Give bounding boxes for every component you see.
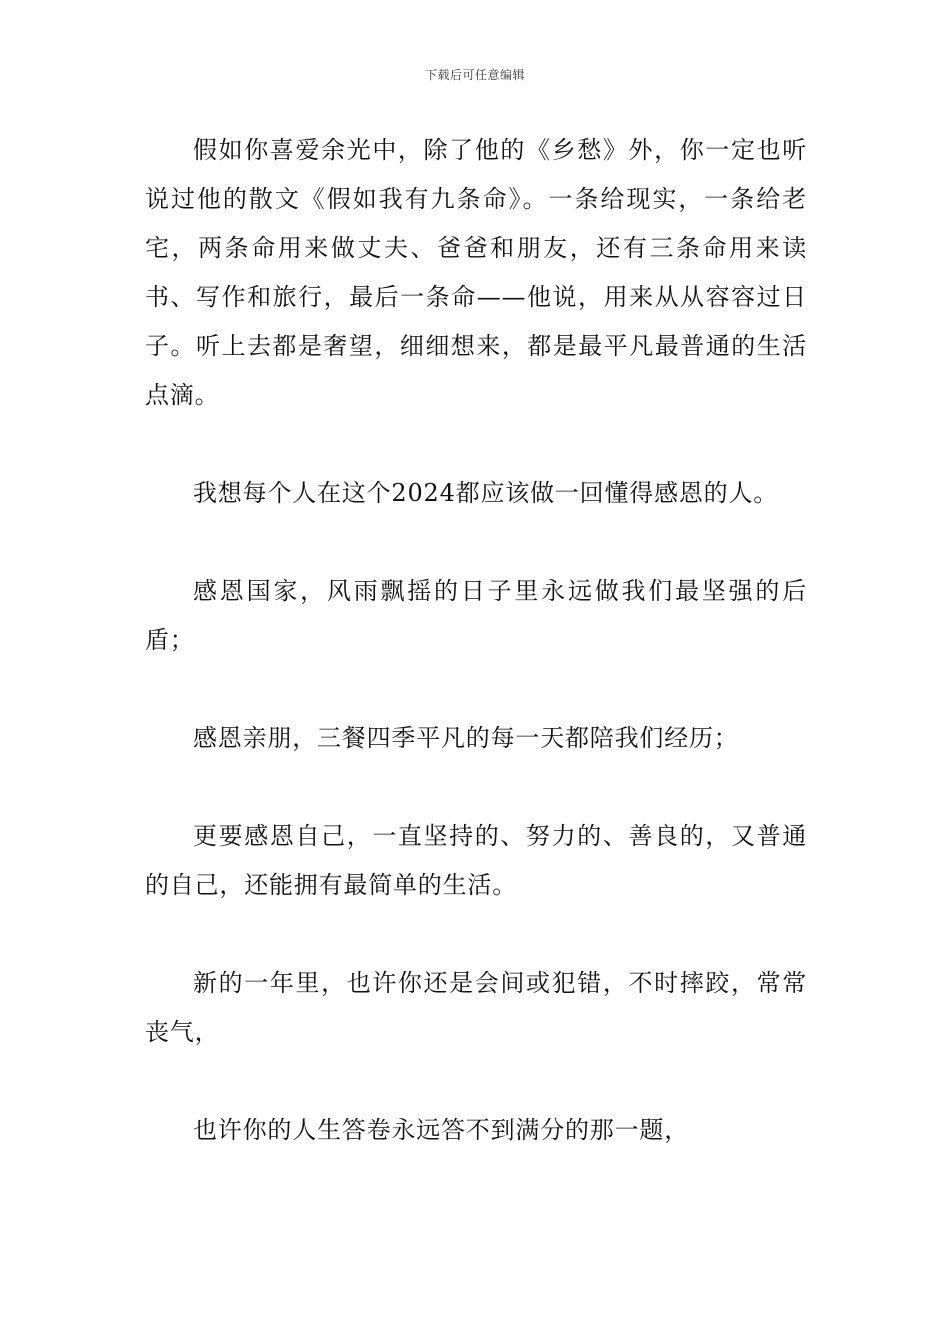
header-note: 下载后可任意编辑 <box>424 68 525 82</box>
paragraph-4: 感恩亲朋，三餐四季平凡的每一天都陪我们经历； <box>193 724 739 752</box>
paragraph-2: 我想每个人在这个2024都应该做一回懂得感恩的人。 <box>193 479 779 507</box>
paragraph-gap <box>145 420 807 469</box>
document-body <box>145 126 807 1155</box>
paragraph-gap <box>145 1057 807 1106</box>
paragraph-gap <box>145 763 807 812</box>
paragraph-gap <box>145 910 807 959</box>
paragraph-6: 新的一年里，也许你还是会间或犯错，不时摔跤，常常丧气， <box>145 969 807 1046</box>
paragraph-7: 也许你的人生答卷永远答不到满分的那一题， <box>193 1116 689 1144</box>
paragraph-5: 更要感恩自己，一直坚持的、努力的、善良的，又普通的自己，还能拥有最简单的生活。 <box>145 822 807 899</box>
paragraph-gap <box>145 518 807 567</box>
paragraph-gap <box>145 665 807 714</box>
paragraph-1: 假如你喜爱余光中，除了他的《乡愁》外，你一定也听说过他的散文《假如我有九条命》。一条给现实，一条给老宅，两条命用来做丈夫、爸爸和朋友，还有三条命用来读书、写作和旅行，最后一条命——他说，用来从从容容过日子。听上去都是奢望，细细想来，都是最平凡最普通的生活点滴。 <box>145 136 807 409</box>
paragraph-3: 感恩国家，风雨飘摇的日子里永远做我们最坚强的后盾； <box>145 577 807 654</box>
